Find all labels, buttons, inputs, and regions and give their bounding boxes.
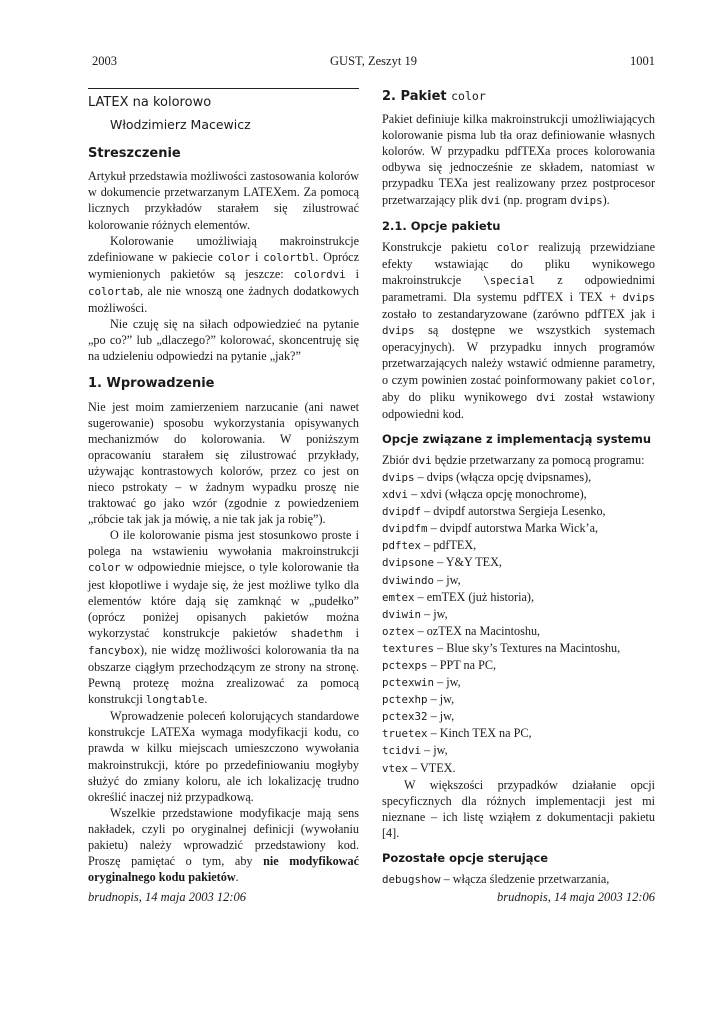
footer-right: brudnopis, 14 maja 2003 12:06: [497, 890, 655, 904]
abstract-heading: Streszczenie: [88, 146, 181, 162]
latex-logo: LATEX: [88, 95, 129, 110]
option-item: pdftex – pdfTEX,: [382, 538, 477, 553]
right-column: [382, 88, 655, 888]
option-item: oztex – ozTEX na Macintoshu,: [382, 623, 541, 638]
abstract-paragraph-2: Kolorowanie umożliwiają makroinstrukcje zdefiniowane w pakiecie color i colortbl. Oprócz wymienionych pakietów są jeszcze: colordvi i colortab, ale nie wnoszą one żadnych dodatkowych możliwości.: [88, 233, 359, 316]
section-2-1-heading: 2.1. Opcje pakietu: [382, 218, 501, 233]
section-1-paragraph-1: Nie jest moim zamierzeniem narzucanie (ani nawet sugerowanie) sposobu wykorzystania opisywanych mechanizmów do kolorowania. W poniższym opracowaniu starałem się zilustrować przykłady, używając kontrastowych kolorów, przez co jest on nieco pstrokaty – w żadnym wypadku proszę nie traktować go jako wzór (zgodnie z powiedzeniem „róbcie tak jak ja mówię, a nie tak jak ja robię”).: [88, 399, 359, 527]
section-1-heading: 1. Wprowadzenie: [88, 376, 215, 392]
option-item: pctexwin – jw,: [382, 675, 461, 690]
system-options-intro: Zbiór dvi będzie przetwarzany za pomocą programu:: [382, 452, 645, 467]
option-item: pctex32 – jw,: [382, 709, 455, 724]
title-rule: [88, 88, 359, 89]
running-header: [92, 54, 655, 70]
control-options-heading: Pozostałe opcje sterujące: [382, 851, 549, 866]
option-item: vtex – VTEX.: [382, 760, 456, 775]
header-year: 2003: [92, 54, 117, 68]
left-column: [88, 88, 359, 885]
section-1-paragraph-3: Wprowadzenie poleceń kolorujących standardowe konstrukcje LATEXa wymaga modyfikacji kodu, co prawda w kilku miejscach umieszczono wywołania makroinstrukcji, które po przedefiniowaniu mogłyby służyć do zmiany koloru, ale ich lokalizację trudno określić inaczej niż przypadkową.: [88, 709, 359, 804]
section-1-paragraph-4: Wszelkie przedstawione modyfikacje mają sens nakładek, czyli po oryginalnej definicji (wywołaniu pakietu) należy wprowadzić przedstawiony kod. Proszę pamiętać o tym, aby nie modyfikować oryginalnego kodu pakietów.: [88, 805, 359, 885]
abstract-paragraph-1: Artykuł przedstawia możliwości zastosowania kolorów w dokumencie przetwarzanym LATEXem. Za pomocą licznych przykładów starałem się zilustrować kolorowanie różnych elementów.: [88, 169, 359, 232]
article-title: LATEX na kolorowo: [88, 95, 212, 110]
option-item: xdvi – xdvi (włącza opcję monochrome),: [382, 487, 587, 502]
option-item: debugshow – włącza śledzenie przetwarzania,: [382, 872, 610, 887]
section-1-paragraph-2: O ile kolorowanie pisma jest stosunkowo proste i polega na wstawieniu wywołania makroinstrukcji color w odpowiednie miejsce, o tyle kolorowanie tła jest kłopotliwe i wydaje się, że jest możliwe tylko dla elementów które dają się zamknąć w „pudełko” (oprócz poniżej opisanych pakietów można wykorzystać konstrukcje pakietów shadethm i fancybox), nie widzę możliwości kolorowania tła na obszarze ciągłym przechodzącym ze strony na stronę. Pewną protezę można zrealizować za pomocą konstrukcji longtable.: [88, 528, 359, 707]
abstract-paragraph-3: Nie czuję się na siłach odpowiedzieć na pytanie „po co?” lub „dlaczego?” kolorować, skoncentruję się na udzieleniu odpowiedzi na pytanie „jak?”: [88, 317, 359, 364]
option-item: dvips – dvips (włącza opcję dvipsnames),: [382, 469, 592, 484]
option-item: truetex – Kinch TEX na PC,: [382, 726, 532, 741]
section-2-1-paragraph: Konstrukcje pakietu color realizują przewidziane efekty wstawiając do pliku wynikowego makroinstrukcje \special z odpowiednimi parametrami. Dla systemu pdfTEX i TEX + dvips zostało to zestandaryzowane (zarówno pdfTEX jak i dvips są dostępne we wszystkich systemach operacyjnych). W przypadku innych programów przetwarzających należy wstawić odmienne parametry, o czym powinien zostać poinformowany pakiet color, aby do pliku wynikowego dvi został wstawiony odpowiedni kod.: [382, 239, 655, 421]
option-item: pctexhp – jw,: [382, 692, 455, 707]
header-journal: GUST, Zeszyt 19: [330, 54, 417, 68]
option-item: dvipsone – Y&Y TEX,: [382, 555, 502, 570]
system-options-list: [382, 469, 655, 777]
option-item: dvipdf – dvipdf autorstwa Sergieja Lesenko,: [382, 504, 606, 519]
footer-left: brudnopis, 14 maja 2003 12:06: [88, 890, 246, 904]
option-item: dvipdfm – dvipdf autorstwa Marka Wick’a,: [382, 521, 599, 536]
option-item: pctexps – PPT na PC,: [382, 658, 497, 672]
system-options-heading: Opcje związane z implementacją systemu: [382, 431, 652, 446]
section-2-paragraph: Pakiet definiuje kilka makroinstrukcji umożliwiających kolorowanie pisma lub tła oraz definiowanie własnych kolorów. W przypadku pdfTEXa proces kolorowania odbywa się jednocześnie ze składem, natomiast w przypadku TEXa jest realizowany przez postprocesor przetwarzający plik dvi (np. program dvips).: [382, 112, 655, 207]
section-2-heading: 2. Pakiet color: [382, 89, 486, 104]
system-options-closing: W większości przypadków działanie opcji specyficznych dla różnych implementacji jest mi nieznane – ich listę wziąłem z dokumentacji pakietu [4].: [382, 777, 655, 840]
option-item: tcidvi – jw,: [382, 743, 448, 758]
option-item: dviwin – jw,: [382, 606, 448, 621]
article-author: Włodzimierz Macewicz: [110, 117, 251, 133]
option-item: emtex – emTEX (już historia),: [382, 589, 534, 604]
option-item: textures – Blue sky’s Textures na Macintoshu,: [382, 640, 621, 655]
header-page-number: 1001: [630, 54, 655, 68]
option-item: dviwindo – jw,: [382, 572, 461, 587]
